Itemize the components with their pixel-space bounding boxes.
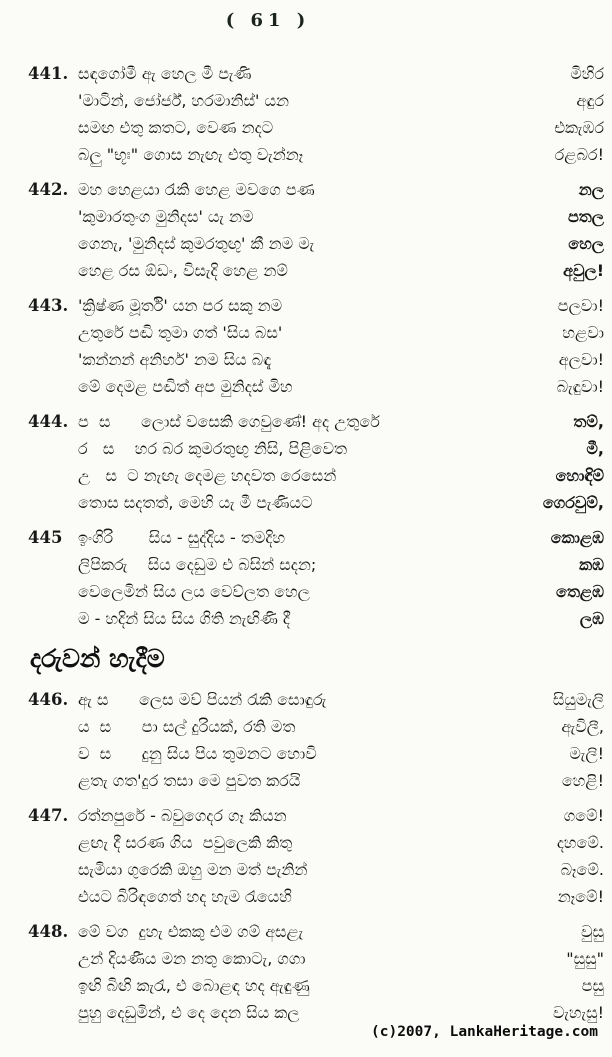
- verse-line-row: [78, 578, 604, 605]
- verse-line-row: [78, 114, 604, 141]
- verse-line: මේ දෙමළ පඬිත් අප මුනිදස් මිහ: [78, 377, 293, 396]
- verse-line-row: [78, 176, 604, 203]
- rhyme-word: අවුල!: [563, 261, 604, 280]
- verse-line: සඳගෝමී ඇ හෙල මී පැණි: [78, 64, 252, 83]
- rhyme-word: හෙළි!: [561, 771, 604, 790]
- rhyme-word: "සුසු": [566, 949, 604, 968]
- rhyme-word: බැඳුවා!: [556, 377, 604, 396]
- verse-line: ළතැ ගත'දුර තසා මෙ පුවත කරයි: [78, 771, 301, 790]
- verse-line-row: [78, 87, 604, 114]
- verse-line-row: [78, 319, 604, 346]
- rhyme-word: ගමේ!: [563, 806, 604, 825]
- rhyme-word: කොළඹ: [550, 528, 604, 547]
- verse-line: එයට බිරිඳගෙත් හද හැම රැයෙහි: [78, 887, 292, 906]
- verse-number: 446.: [28, 690, 69, 709]
- rhyme-word: පතල: [567, 207, 604, 226]
- verse-line: සැමියා ගුරෙකි ඔහු මන මත් පැනින්: [78, 860, 308, 879]
- verse-body: [78, 802, 604, 910]
- verse-line: උතුරේ පඬි තුමා ගත් 'සිය බස': [78, 323, 283, 342]
- verse-line: මහ හෙළයා රැකි හෙළ මවගෙ පණ: [78, 180, 315, 199]
- rhyme-word: පසු: [581, 976, 604, 995]
- verse-line: 'මාටින්, ජෝර්ජ්, හරමානිස්' යන: [78, 91, 289, 110]
- verse: [28, 60, 604, 168]
- verse-line: පුහු දෙඩුමින්, එ දෙ දෙන සිය කල: [78, 1003, 300, 1022]
- verse-line-row: [78, 972, 604, 999]
- rhyme-word: අලවා!: [558, 350, 604, 369]
- verse-line-row: [78, 408, 604, 435]
- verse-line: ඉඟි බිඟි කැරැ, එ බොළඳ හද ඇඳුණු: [78, 976, 310, 995]
- verse: [28, 686, 604, 794]
- rhyme-word: ඇවිලී,: [561, 717, 604, 736]
- rhyme-word: දහමේ.: [556, 833, 604, 852]
- verse-line: 'ක්‍රිෂ්ණ මූර්ති' යන පර සකු නම: [78, 296, 283, 315]
- verse-line-row: [78, 856, 604, 883]
- verse-section-bottom: [28, 686, 604, 1026]
- verse-line-row: [78, 945, 604, 972]
- rhyme-word: කඹ: [579, 555, 604, 574]
- verse-line-row: [78, 802, 604, 829]
- rhyme-word: හොඳිම්: [555, 466, 604, 485]
- rhyme-word: අඳුර: [576, 91, 604, 110]
- verse-line: ඉංගිරි සිය - සුද්දිය - තමදිහ: [78, 528, 286, 547]
- verse-number: 448.: [28, 922, 69, 941]
- verse-line: හෙළ රස ඕඩං, විසැදි හෙළ නම්: [78, 261, 288, 280]
- verse: [28, 524, 604, 632]
- verse-line-row: [78, 292, 604, 319]
- verse-line: 'කුමාරතුංග මුනිදස' යැ නම: [78, 207, 254, 226]
- verse-line: රත්නපුරේ - බවුගෙදර ගෑ කියන: [78, 806, 287, 825]
- verse-line: ර ස හර බර කුමරතුඟු නිසි, පිළිවෙත: [78, 439, 347, 458]
- verse-line-row: [78, 60, 604, 87]
- verse: [28, 918, 604, 1026]
- verse-line: බලු "භූඃ" ගොස නැඟැ එතු වැන්නෑ: [78, 145, 304, 164]
- verse-line: ලිපිකරු සිය දෙඩුම එ බසින් සදන;: [78, 555, 317, 574]
- verse-line-row: [78, 141, 604, 168]
- verse-body: [78, 918, 604, 1026]
- verse-line-row: [78, 462, 604, 489]
- rhyme-word: සියුමැලි: [552, 690, 604, 709]
- section-heading: දරුවන් හැදීම: [30, 644, 165, 673]
- verse-line: ය ස පා සල් දුරියක්, රති මත: [78, 717, 296, 736]
- verse-line: උ ස ට නැඟැ දෙමළ හදවත රෙසෙන්: [78, 466, 337, 485]
- verse-line-row: [78, 257, 604, 284]
- verse-number: 441.: [28, 64, 69, 83]
- verse-line-row: [78, 740, 604, 767]
- verse-line-row: [78, 999, 604, 1026]
- rhyme-word: එකැඹර: [554, 118, 604, 137]
- verse-number: 445: [28, 528, 63, 547]
- verse-line: මේ වග දුහැ එකකු එම ගම් අසළැ: [78, 922, 304, 941]
- verse-body: [78, 292, 604, 400]
- verse-line-row: [78, 435, 604, 462]
- rhyme-word: නල: [578, 180, 604, 199]
- verse-line: ළඟැ දී සරණ ගිය පවුලෙකි කිතු: [78, 833, 293, 852]
- rhyme-word: ගෙරවුම්,: [542, 493, 604, 512]
- verse-line-row: [78, 346, 604, 373]
- verse: [28, 176, 604, 284]
- verse-line-row: [78, 373, 604, 400]
- verse-line: ප ස ලොස් වසෙකි ගෙවුණේ! අද උතුරේ: [78, 412, 380, 431]
- verse-line: වෙලෙමින් සිය ලය වෙව්ලත හෙල: [78, 582, 310, 601]
- page-number: ( 61 ): [225, 10, 311, 31]
- verse: [28, 802, 604, 910]
- verse-line-row: [78, 829, 604, 856]
- verse-line-row: [78, 883, 604, 910]
- verse-line-row: [78, 686, 604, 713]
- verse-line-row: [78, 489, 604, 516]
- rhyme-word: වැහැසු!: [553, 1003, 604, 1022]
- verse-line: ගෙනැ, 'මුනිදස් කුමරතුඟු' කී නම මැ: [78, 234, 315, 253]
- verse-line-row: [78, 203, 604, 230]
- rhyme-word: බෑමේ.: [560, 860, 604, 879]
- verse: [28, 292, 604, 400]
- verse: [28, 408, 604, 516]
- verse-number: 447.: [28, 806, 69, 825]
- verse-line: ඇ ස ලෙස මව් පියන් රැකි සොඳුරු: [78, 690, 327, 709]
- rhyme-word: මී,: [586, 439, 604, 458]
- verse-line: උන් දියණීය මන නතු කොටැ, ගගා: [78, 949, 306, 968]
- rhyme-word: නෑමේ!: [557, 887, 604, 906]
- rhyme-word: රළබර!: [554, 145, 604, 164]
- copyright-footer: (c)2007, LankaHeritage.com: [371, 1024, 598, 1040]
- verse-body: [78, 686, 604, 794]
- verse-number: 442.: [28, 180, 69, 199]
- verse-line: 'කන්නන් අනිහර්' නම සිය බඳැ: [78, 350, 272, 369]
- verse-line: තොස සදතත්, මෙහි යැ මී පැණියට: [78, 493, 313, 512]
- rhyme-word: තෙළඹ: [556, 582, 604, 601]
- rhyme-word: ලඹ: [579, 609, 604, 628]
- verse-number: 443.: [28, 296, 69, 315]
- verse-number: 444.: [28, 412, 69, 431]
- rhyme-word: තම්,: [573, 412, 604, 431]
- rhyme-word: මැලි!: [569, 744, 604, 763]
- rhyme-word: මිහිර: [570, 64, 604, 83]
- verse-body: [78, 524, 604, 632]
- verse-body: [78, 60, 604, 168]
- verse-line-row: [78, 551, 604, 578]
- verse-line-row: [78, 230, 604, 257]
- rhyme-word: හළවා: [562, 323, 604, 342]
- verse-body: [78, 408, 604, 516]
- verse-line-row: [78, 524, 604, 551]
- verse-body: [78, 176, 604, 284]
- verse-line-row: [78, 767, 604, 794]
- verse-line-row: [78, 713, 604, 740]
- verse-line: ව ස දුනු සිය පිය තුමනට හොවි: [78, 744, 317, 763]
- rhyme-word: හෙල: [568, 234, 604, 253]
- rhyme-word: වුසු: [580, 922, 604, 941]
- verse-line-row: [78, 605, 604, 632]
- verse-line: ම - හදින් සිය සිය ගිති නැඟිණි දී: [78, 609, 290, 628]
- rhyme-word: පලවා!: [557, 296, 604, 315]
- verse-line-row: [78, 918, 604, 945]
- verse-section-top: [28, 60, 604, 632]
- verse-line: සමඟ එතු කතට, වෙණ නදට: [78, 118, 274, 137]
